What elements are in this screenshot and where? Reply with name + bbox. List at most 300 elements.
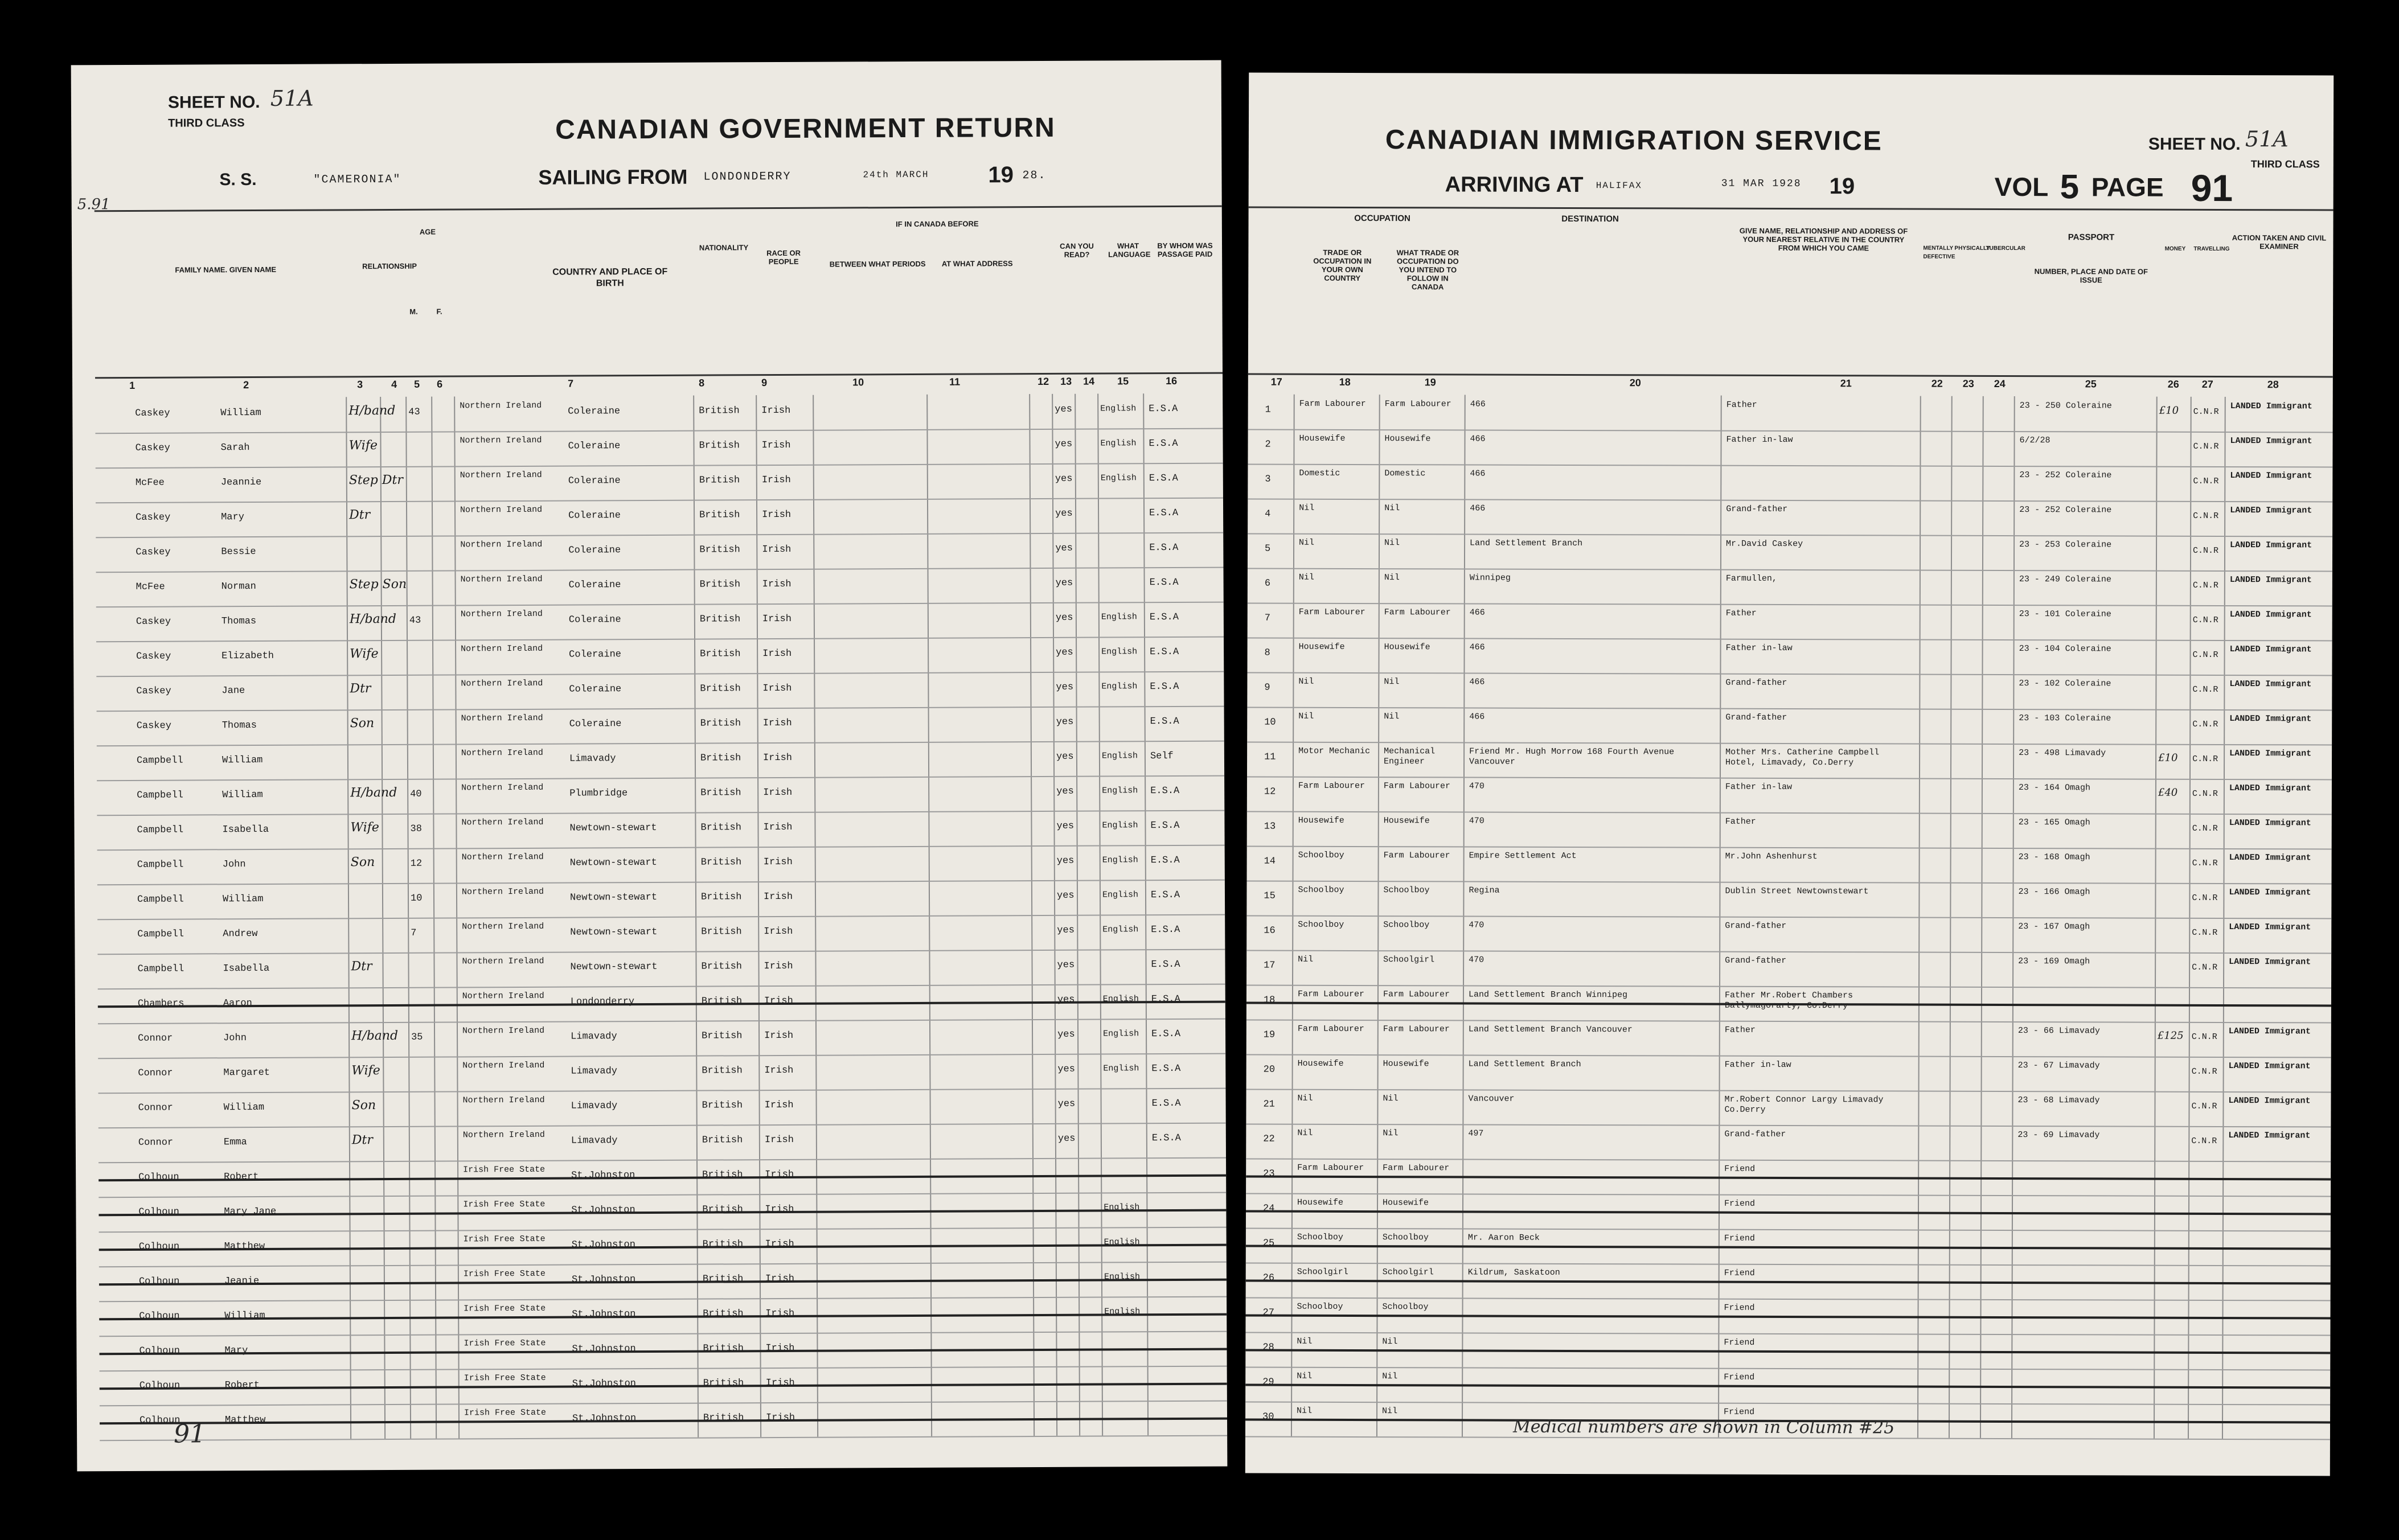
header-family-name: FAMILY NAME. GIVEN NAME — [175, 265, 277, 274]
relationship: H/band — [348, 403, 396, 418]
travelling: C.N.R — [2191, 1066, 2217, 1077]
passenger-row-left — [97, 775, 1224, 816]
destination: 466 — [1469, 712, 1485, 722]
right-sheet-label: SHEET NO. — [2148, 134, 2241, 154]
occupation-own: Farm Labourer — [1297, 1024, 1364, 1034]
passenger-row-left — [95, 428, 1223, 469]
action-taken: LANDED Immigrant — [2229, 783, 2311, 794]
passport: 23 - 67 Limavady — [2017, 1061, 2100, 1071]
action-taken: LANDED Immigrant — [2230, 436, 2312, 446]
passenger-row-right — [1246, 1193, 2331, 1232]
sheet-label: SHEET NO. — [167, 92, 260, 112]
occupation-own: Nil — [1297, 1371, 1313, 1381]
line-number: 6 — [1264, 578, 1271, 589]
col-num-2: 2 — [243, 379, 249, 391]
given-name: Jeannie — [220, 477, 262, 488]
race: Irish — [761, 440, 791, 451]
strike-line — [99, 1279, 1227, 1286]
passage-paid: E.S.A — [1149, 438, 1178, 450]
vol-number: 5 — [2060, 167, 2080, 206]
birth-place: St.Johnston — [571, 1274, 636, 1286]
nearest-relative: Friend — [1724, 1198, 1756, 1209]
given-name: Margaret — [223, 1067, 270, 1079]
language: English — [1103, 1029, 1139, 1039]
strike-line — [1246, 1280, 2331, 1285]
right-year-prefix: 19 — [1829, 174, 1855, 199]
birth-place: Newtown-stewart — [570, 961, 658, 973]
occupation-own: Housewife — [1298, 642, 1345, 652]
destination: Land Settlement Branch — [1470, 538, 1583, 549]
family-name: Campbell — [137, 790, 183, 801]
birth-place: Coleraine — [568, 475, 621, 487]
nearest-relative: Father in-law — [1726, 434, 1793, 445]
race: Irish — [764, 1065, 794, 1077]
given-name: Mary Jane — [224, 1206, 277, 1218]
passport: 23 - 69 Limavady — [2017, 1130, 2100, 1140]
nearest-relative: Grand-father — [1725, 955, 1787, 966]
language: English — [1101, 612, 1137, 622]
passport — [2018, 991, 2149, 992]
passenger-row-right — [1247, 707, 2332, 746]
travelling: C.N.R — [2192, 580, 2218, 590]
occupation-intended: Nil — [1384, 677, 1400, 687]
money: £10 — [2158, 751, 2178, 764]
col-num-27: 27 — [2201, 378, 2213, 390]
given-name: Jeanie — [224, 1275, 260, 1287]
relationship: Wife — [351, 1063, 380, 1078]
destination: Land Settlement Branch Vancouver — [1468, 1024, 1633, 1035]
passenger-row-right — [1246, 985, 2331, 1024]
birth-place: Coleraine — [568, 545, 621, 556]
relationship: H/band — [350, 785, 397, 800]
occupation-intended: Farm Labourer — [1383, 1163, 1450, 1173]
passenger-row-right — [1248, 568, 2332, 607]
occupation-own: Housewife — [1299, 433, 1346, 443]
passport: 23 - 253 Coleraine — [2019, 540, 2112, 550]
header-physical: PHYSICALLY — [1954, 245, 1990, 252]
line-number: 1 — [1265, 404, 1271, 416]
birth-place: Londonderry — [570, 996, 635, 1008]
occupation-own: Schoolboy — [1298, 885, 1344, 895]
right-rows — [1245, 395, 2333, 1439]
action-taken: LANDED Immigrant — [2229, 922, 2311, 933]
passenger-row-left — [99, 1331, 1227, 1372]
occupation-own: Nil — [1298, 711, 1314, 721]
occupation-intended: Farm Labourer — [1384, 399, 1451, 409]
language: English — [1104, 1237, 1140, 1247]
given-name: Robert — [224, 1171, 259, 1183]
col-num-17: 17 — [1270, 376, 1282, 388]
action-taken: LANDED Immigrant — [2228, 1061, 2311, 1071]
birth-country: Northern Ireland — [461, 817, 544, 828]
birth-country: Northern Ireland — [462, 1025, 545, 1036]
travelling: C.N.R — [2192, 615, 2218, 625]
travelling: C.N.R — [2193, 511, 2219, 521]
nationality: British — [700, 683, 741, 695]
passenger-row-right — [1246, 1159, 2331, 1197]
action-taken: LANDED Immigrant — [2228, 1096, 2311, 1106]
given-name: Jane — [222, 685, 245, 697]
line-number: 22 — [1263, 1134, 1275, 1145]
family-name: Colhoun — [138, 1241, 180, 1252]
birth-country: Northern Ireland — [462, 1060, 545, 1071]
passenger-row-left — [96, 498, 1223, 539]
can-read: yes — [1057, 1029, 1075, 1040]
passage-paid: E.S.A — [1150, 785, 1180, 797]
occupation-own: Housewife — [1297, 1197, 1344, 1208]
occupation-own: Schoolboy — [1298, 919, 1344, 930]
action-taken: LANDED Immigrant — [2229, 714, 2312, 724]
col-num-5: 5 — [414, 378, 420, 390]
nearest-relative: Mr.John Ashenhurst — [1725, 851, 1818, 862]
occupation-own: Schoolboy — [1298, 850, 1344, 860]
birth-country: Northern Ireland — [461, 713, 543, 724]
can-read: yes — [1056, 890, 1075, 901]
given-name: Norman — [221, 581, 256, 593]
birth-place: Newtown-stewart — [569, 822, 657, 834]
birth-country: Northern Ireland — [460, 539, 543, 550]
family-name: Colhoun — [138, 1172, 179, 1183]
occupation-intended: Farm Labourer — [1383, 1024, 1450, 1034]
action-taken: LANDED Immigrant — [2230, 506, 2312, 516]
departure-port: LONDONDERRY — [703, 170, 792, 184]
birth-place: St.Johnston — [572, 1413, 637, 1424]
destination: 466 — [1469, 607, 1485, 618]
passport: 23 - 166 Omagh — [2018, 887, 2090, 897]
race: Irish — [763, 822, 793, 833]
nationality: British — [702, 1100, 743, 1111]
passenger-row-right — [1246, 1228, 2331, 1267]
nationality: British — [702, 1204, 743, 1215]
race: Irish — [761, 474, 791, 486]
birth-country: Northern Ireland — [461, 678, 543, 689]
money: £10 — [2159, 404, 2179, 417]
nationality: British — [702, 1274, 744, 1285]
occupation-own: Farm Labourer — [1298, 781, 1365, 791]
race: Irish — [765, 1238, 794, 1250]
passenger-row-left — [98, 1053, 1225, 1094]
passenger-row-left — [96, 671, 1224, 712]
destination: Regina — [1469, 885, 1500, 896]
destination: Mr. Aaron Beck — [1467, 1233, 1540, 1243]
travelling: C.N.R — [2192, 823, 2218, 833]
occupation-own: Nil — [1299, 503, 1315, 513]
family-name: Campbell — [136, 755, 183, 766]
nationality: British — [700, 857, 742, 868]
given-name: Aaron — [223, 998, 252, 1009]
birth-country: Northern Ireland — [461, 782, 544, 793]
sailing-label: SAILING FROM — [538, 165, 688, 189]
nearest-relative: Father in-law — [1725, 782, 1792, 792]
can-read: yes — [1055, 577, 1073, 589]
passenger-row-left — [99, 1192, 1226, 1233]
nearest-relative: Friend — [1724, 1268, 1755, 1278]
passage-paid: E.S.A — [1150, 855, 1180, 866]
nearest-relative: Friend — [1724, 1303, 1755, 1313]
col-num-23: 23 — [1962, 377, 1974, 389]
nearest-relative: Grand-father — [1725, 677, 1787, 688]
race: Irish — [765, 1169, 794, 1181]
family-name: Campbell — [137, 929, 184, 940]
passenger-row-left — [96, 602, 1224, 643]
right-page — [1245, 73, 2334, 1476]
travelling: C.N.R — [2191, 1136, 2217, 1146]
destination: Vancouver — [1468, 1094, 1515, 1104]
birth-country: Irish Free State — [463, 1164, 546, 1175]
family-name: Caskey — [135, 408, 170, 419]
line-number: 27 — [1262, 1307, 1274, 1319]
given-name: William — [223, 1102, 265, 1114]
birth-place: Coleraine — [569, 649, 622, 660]
given-name: William — [224, 1310, 265, 1322]
passenger-row-right — [1247, 846, 2332, 885]
family-name: McFee — [135, 477, 165, 488]
line-number: 5 — [1265, 543, 1271, 555]
destination: 466 — [1470, 503, 1486, 514]
passport: 23 - 164 Omagh — [2018, 783, 2090, 793]
passenger-row-left — [99, 1296, 1227, 1337]
can-read: yes — [1055, 404, 1072, 415]
page-title: CANADIAN GOVERNMENT RETURN — [555, 112, 1056, 145]
race: Irish — [765, 1377, 795, 1389]
passage-paid: E.S.A — [1151, 959, 1180, 971]
header-own-trade: TRADE OR OCCUPATION IN YOUR OWN COUNTRY — [1313, 248, 1372, 283]
passport: 23 - 168 Omagh — [2018, 852, 2090, 863]
occupation-own: Schoolgirl — [1297, 1267, 1348, 1277]
action-taken: LANDED Immigrant — [2229, 818, 2311, 828]
left-page — [71, 60, 1228, 1472]
birth-place: Limavady — [571, 1135, 618, 1147]
passport — [2017, 1234, 2148, 1235]
relationship: Son — [350, 855, 375, 870]
strike-line — [1245, 1384, 2330, 1389]
col-num-21: 21 — [1840, 377, 1852, 389]
action-taken: LANDED Immigrant — [2229, 888, 2311, 898]
passenger-row-right — [1248, 395, 2333, 433]
passport: 23 - 101 Coleraine — [2019, 609, 2111, 619]
destination: 466 — [1469, 677, 1485, 687]
destination: 466 — [1470, 399, 1486, 409]
nearest-relative: Mr.David Caskey — [1726, 539, 1803, 549]
nearest-relative: Farmullen, — [1725, 573, 1777, 584]
given-name: Mary — [224, 1345, 248, 1357]
vol-label: VOL — [1994, 171, 2049, 202]
occupation-intended: Nil — [1384, 538, 1400, 548]
col-num-16: 16 — [1166, 375, 1178, 387]
nationality: British — [703, 1308, 744, 1320]
col-num-24: 24 — [1994, 377, 2006, 389]
header-canada-before: IF IN CANADA BEFORE — [896, 219, 979, 229]
can-read: yes — [1057, 1098, 1076, 1110]
nearest-relative: Grand-father — [1724, 1129, 1786, 1139]
can-read: yes — [1057, 959, 1075, 971]
nearest-relative: Dublin Street Newtownstewart — [1725, 886, 1869, 897]
can-read: yes — [1055, 543, 1073, 554]
column-header-band — [95, 206, 1223, 379]
passport — [2017, 1373, 2148, 1374]
destination: 466 — [1470, 434, 1486, 444]
ss-label: S. S. — [219, 170, 257, 190]
destination — [1468, 1198, 1713, 1199]
action-taken: LANDED Immigrant — [2229, 644, 2312, 655]
age: 43 — [409, 615, 421, 626]
nationality: British — [702, 1169, 743, 1181]
passenger-row-right — [1248, 499, 2332, 537]
nationality: British — [699, 510, 740, 521]
passport: 23 - 252 Coleraine — [2019, 470, 2112, 481]
language: English — [1104, 1307, 1141, 1317]
race: Irish — [763, 856, 793, 868]
col-num-4: 4 — [391, 378, 397, 390]
passage-paid: E.S.A — [1149, 473, 1178, 484]
birth-country: Northern Ireland — [461, 852, 544, 863]
strike-line — [100, 1380, 1227, 1391]
birth-place: St.Johnston — [571, 1170, 635, 1181]
passenger-row-left — [97, 845, 1225, 886]
nationality: British — [700, 787, 741, 799]
col-num-26: 26 — [2167, 378, 2179, 390]
action-taken: LANDED Immigrant — [2228, 1026, 2311, 1037]
passenger-row-right — [1248, 429, 2332, 468]
header-tubercular: TUBERCULAR — [1986, 245, 2025, 252]
occupation-own: Schoolboy — [1297, 1301, 1343, 1312]
birth-country: Northern Ireland — [460, 470, 542, 481]
nationality: British — [701, 996, 743, 1007]
birth-country: Irish Free State — [463, 1268, 546, 1279]
passport — [2017, 1338, 2148, 1339]
nationality: British — [699, 544, 740, 556]
destination: Friend Mr. Hugh Morrow 168 Fourth Avenue Vancouver — [1469, 746, 1675, 767]
passenger-row-left — [97, 741, 1224, 782]
occupation-intended: Housewife — [1384, 434, 1431, 444]
passenger-row-right — [1246, 881, 2331, 919]
race: Irish — [765, 1204, 794, 1215]
family-name: Connor — [138, 1033, 173, 1044]
given-name: Elizabeth — [222, 650, 274, 662]
given-name: Thomas — [222, 720, 257, 732]
family-name: Colhoun — [139, 1415, 181, 1426]
right-sheet-number: 51A — [2245, 126, 2289, 152]
passenger-row-left — [98, 1088, 1225, 1129]
nationality: British — [703, 1412, 744, 1424]
passport: 23 - 249 Coleraine — [2019, 574, 2111, 585]
nationality: British — [699, 475, 740, 486]
relationship: Step Son — [349, 577, 407, 592]
passport: 23 - 165 Omagh — [2018, 818, 2090, 828]
header-passport: PASSPORT — [2068, 232, 2115, 243]
destination: Winnipeg — [1469, 573, 1511, 583]
nationality: British — [702, 1135, 743, 1146]
passage-paid: E.S.A — [1151, 1098, 1181, 1110]
header-age-female: F. — [436, 307, 442, 316]
passport: 6/2/28 — [2019, 436, 2051, 446]
passenger-row-left — [97, 914, 1225, 955]
occupation-intended: Nil — [1384, 712, 1400, 722]
header-age-male: M. — [409, 307, 418, 316]
nearest-relative: Friend — [1724, 1233, 1755, 1243]
occupation-intended: Schoolgirl — [1382, 1267, 1434, 1278]
arrival-date: 31 MAR 1928 — [1721, 178, 1802, 190]
line-number: 7 — [1264, 613, 1270, 624]
passenger-row-left — [97, 880, 1225, 921]
occupation-own: Nil — [1297, 1406, 1313, 1416]
destination: Land Settlement Branch Winnipeg — [1468, 989, 1628, 1000]
header-money: MONEY — [2164, 245, 2186, 252]
given-name: William — [222, 754, 263, 766]
header-occupation: OCCUPATION — [1354, 213, 1410, 224]
nationality: British — [699, 405, 740, 417]
passenger-row-left — [96, 463, 1223, 504]
travelling: C.N.R — [2192, 962, 2218, 972]
passage-paid: E.S.A — [1151, 993, 1180, 1005]
can-read: yes — [1057, 994, 1075, 1005]
page-label: PAGE — [2091, 172, 2164, 202]
birth-place: St.Johnston — [572, 1309, 636, 1320]
left-footer-note: 91 — [174, 1419, 206, 1449]
header-can-read: CAN YOU READ? — [1060, 241, 1094, 259]
relationship: Son — [351, 1098, 376, 1113]
given-name: William — [222, 893, 264, 905]
nearest-relative: Friend — [1724, 1407, 1755, 1417]
occupation-intended: Nil — [1382, 1337, 1398, 1347]
can-read: yes — [1057, 1133, 1076, 1144]
passenger-row-right — [1247, 742, 2332, 781]
occupation-own: Nil — [1298, 676, 1314, 687]
travelling: C.N.R — [2191, 1101, 2217, 1111]
col-num-12: 12 — [1037, 375, 1049, 388]
occupation-intended: Mechanical Engineer — [1384, 746, 1436, 767]
passage-paid: E.S.A — [1151, 1028, 1181, 1040]
occupation-own: Nil — [1297, 1336, 1313, 1346]
money: £125 — [2157, 1029, 2184, 1042]
can-read: yes — [1055, 612, 1073, 623]
passenger-row-right — [1248, 464, 2332, 503]
family-name: Colhoun — [139, 1380, 181, 1391]
passenger-row-left — [97, 949, 1225, 990]
family-name: Colhoun — [138, 1276, 180, 1287]
occupation-intended: Farm Labourer — [1383, 851, 1450, 861]
nationality: British — [702, 1030, 743, 1042]
birth-place: St.Johnston — [571, 1239, 635, 1251]
strike-line — [1246, 1176, 2331, 1181]
nearest-relative: Father — [1724, 1025, 1756, 1035]
given-name: Isabella — [222, 824, 269, 836]
language: English — [1100, 404, 1137, 414]
travelling: C.N.R — [2193, 476, 2219, 486]
action-taken: LANDED Immigrant — [2230, 401, 2312, 412]
family-name: Caskey — [136, 616, 171, 627]
relationship: H/band — [349, 611, 396, 627]
birth-country: Irish Free State — [464, 1303, 546, 1314]
passage-paid: E.S.A — [1150, 889, 1180, 901]
passage-paid: E.S.A — [1151, 1132, 1181, 1144]
travelling: C.N.R — [2193, 441, 2219, 451]
line-number: 13 — [1264, 821, 1276, 832]
language: English — [1102, 994, 1139, 1004]
line-number: 29 — [1262, 1377, 1274, 1388]
can-read: yes — [1055, 473, 1073, 484]
line-number: 20 — [1263, 1064, 1276, 1075]
passenger-row-left — [99, 1123, 1226, 1164]
passenger-row-right — [1246, 950, 2331, 989]
race: Irish — [764, 926, 793, 938]
line-number: 19 — [1263, 1029, 1276, 1041]
passenger-row-left — [96, 636, 1224, 677]
line-number: 23 — [1263, 1168, 1275, 1180]
nearest-relative: Friend — [1724, 1337, 1755, 1348]
passenger-row-left — [99, 1157, 1226, 1198]
birth-place: Newtown-stewart — [569, 892, 658, 904]
